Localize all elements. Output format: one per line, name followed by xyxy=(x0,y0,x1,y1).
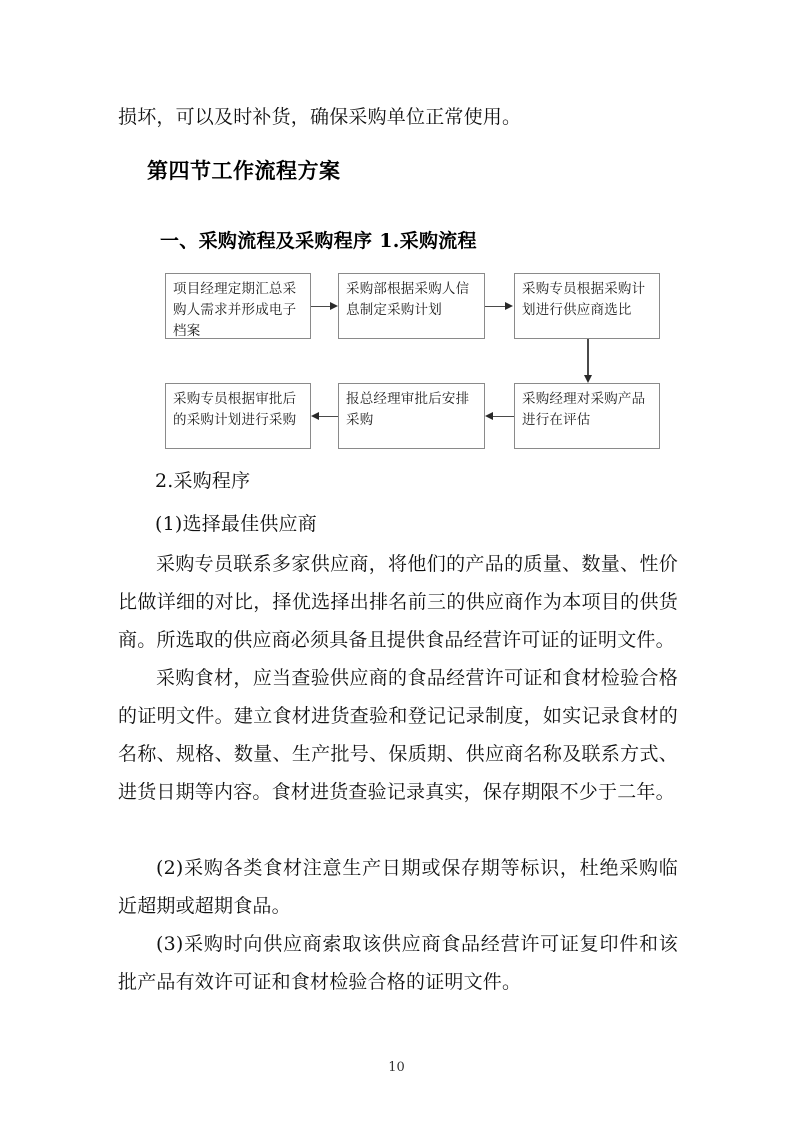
connector-box1-box2 xyxy=(311,306,331,308)
section-heading: 第四节工作流程方案 xyxy=(147,158,341,183)
flowchart-box-5: 报总经理审批后安排采购 xyxy=(338,383,485,449)
arrowhead-box1-box2-icon xyxy=(330,302,338,310)
paragraph-2: 采购食材，应当查验供应商的食品经营许可证和食材检验合格的证明文件。建立食材进货查验和登记记录制度，如实记录食材的名称、规格、数量、生产批号、保质期、供应商名称及联系方式、进货日期等内容。食材进货查验记录真实，保存期限不少于二年。 xyxy=(118,667,678,803)
flowchart-box-3: 采购专员根据采购计划进行供应商选比 xyxy=(514,273,660,339)
connector-box6-box5 xyxy=(492,416,514,418)
page-number: 10 xyxy=(388,1060,405,1075)
connector-box2-box3 xyxy=(485,306,506,308)
paragraph-4: (3)采购时向供应商索取该供应商食品经营许可证复印件和该批产品有效许可证和食材检验合格的证明文件。 xyxy=(118,933,678,993)
flowchart-box-6: 采购经理对采购产品进行在评估 xyxy=(514,383,660,449)
connector-box5-box4 xyxy=(318,416,338,418)
flowchart-box-2: 采购部根据采购人信息制定采购计划 xyxy=(338,273,485,339)
heading-select-best-supplier: (1)选择最佳供应商 xyxy=(155,513,317,535)
arrowhead-box2-box3-icon xyxy=(505,302,513,310)
arrowhead-box3-box6-icon xyxy=(584,375,592,383)
connector-box3-box6 xyxy=(587,339,589,376)
paragraph-3: (2)采购各类食材注意生产日期或保存期等标识，杜绝采购临近超期或超期食品。 xyxy=(118,857,678,917)
flowchart-box-4: 采购专员根据审批后的采购计划进行采购 xyxy=(165,383,311,449)
heading-procurement-procedure: 2.采购程序 xyxy=(155,470,251,492)
arrowhead-box5-box4-icon xyxy=(311,412,319,420)
paragraph-1: 采购专员联系多家供应商，将他们的产品的质量、数量、性价比做详细的对比，择优选择出排名前三的供应商作为本项目的供货商。所选取的供应商必须具备且提供食品经营许可证的证明文件。 xyxy=(118,553,678,651)
sub-heading-procurement-process: 一、采购流程及采购程序 1.采购流程 xyxy=(160,230,477,252)
flowchart-box-1: 项目经理定期汇总采购人需求并形成电子档案 xyxy=(165,273,311,339)
continuation-line: 损坏，可以及时补货，确保采购单位正常使用。 xyxy=(118,106,522,128)
arrowhead-box6-box5-icon xyxy=(485,412,493,420)
